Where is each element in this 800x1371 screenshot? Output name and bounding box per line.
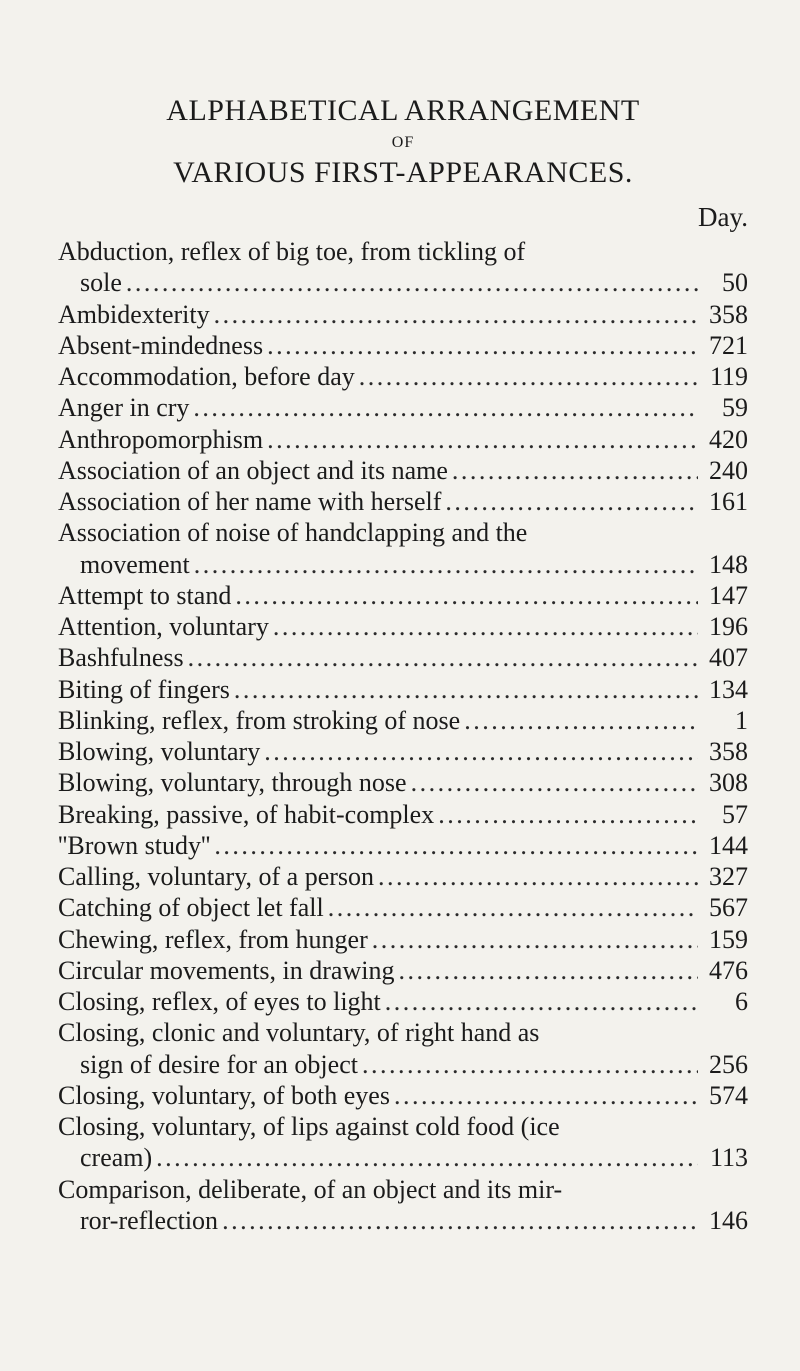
dot-leader [438, 799, 698, 830]
entry-day: 134 [709, 674, 748, 704]
entry-row [58, 330, 748, 361]
page-subtitle: VARIOUS FIRST-APPEARANCES. [173, 156, 633, 189]
dot-leader [464, 705, 698, 736]
entry-row [58, 955, 748, 986]
entry-text: Biting of fingers [58, 674, 230, 704]
entry-row [58, 892, 748, 923]
entry-text: Accommodation, before day [58, 362, 355, 391]
index-entry [58, 580, 748, 611]
entry-day: 308 [709, 768, 748, 798]
entry-day: 407 [709, 643, 748, 673]
entry-row [58, 924, 748, 955]
index-entry [58, 799, 748, 830]
entry-day: 1 [735, 705, 748, 735]
dot-leader [398, 955, 698, 986]
dot-leader [385, 986, 698, 1017]
entry-text: sole [80, 268, 122, 298]
entry-day: 146 [709, 1205, 748, 1235]
entry-day: 567 [709, 893, 748, 923]
entry-text: Bashfulness [58, 643, 184, 673]
index-entry [58, 1017, 748, 1080]
index-entry [58, 424, 748, 455]
entry-day: 144 [709, 830, 748, 860]
dot-leader [188, 642, 698, 673]
index-entry [58, 392, 748, 423]
entry-text: Attention, voluntary [58, 612, 269, 641]
index-entry [58, 924, 748, 955]
entry-row [58, 486, 748, 517]
entry-row [58, 361, 748, 392]
dot-leader [214, 830, 698, 861]
entry-day: 327 [709, 862, 748, 891]
entry-text: ror-reflection [80, 1205, 219, 1235]
entry-row [58, 799, 748, 830]
dot-leader [359, 361, 698, 392]
entry-text: movement [80, 549, 190, 579]
entry-text: Blowing, voluntary [58, 737, 261, 766]
entry-day: 721 [709, 330, 748, 360]
index-entry [58, 517, 748, 580]
index-entry [58, 455, 748, 486]
entry-text: Closing, voluntary, of lips against cold food (ice [58, 1112, 560, 1141]
entry-row [58, 392, 748, 423]
index-entry [58, 1174, 748, 1237]
entry-day: 57 [722, 799, 748, 829]
entry-text: Closing, reflex, of eyes to light [58, 987, 381, 1016]
entry-text: Chewing, reflex, from hunger [58, 924, 368, 954]
dot-leader [362, 1049, 698, 1080]
entry-row [58, 299, 748, 330]
entry-day: 256 [709, 1049, 748, 1079]
entry-text: Anger in cry [58, 393, 190, 423]
entry-day: 147 [709, 580, 748, 610]
dot-leader [156, 1142, 698, 1173]
index-entry [58, 611, 748, 642]
entry-day: 196 [709, 612, 748, 641]
entry-row [58, 549, 748, 580]
entry-day: 6 [735, 987, 748, 1016]
entry-day: 50 [722, 268, 748, 298]
dot-leader [235, 580, 698, 611]
entry-text: Abduction, reflex of big toe, from tickling of [58, 237, 526, 266]
dot-leader [378, 861, 698, 892]
index-entry [58, 955, 748, 986]
entry-row [58, 736, 748, 767]
dot-leader [222, 1205, 698, 1236]
index-entry [58, 892, 748, 923]
entry-row [58, 1049, 748, 1080]
entry-row [58, 1080, 748, 1111]
entry-text: Comparison, deliberate, of an object and its mir- [58, 1174, 563, 1204]
entry-day: 113 [709, 1143, 748, 1173]
dot-leader [194, 549, 698, 580]
entry-row [58, 986, 748, 1017]
index-entry [58, 830, 748, 861]
entry-text: Blowing, voluntary, through nose [58, 768, 407, 798]
entry-text: Ambidexterity [58, 299, 210, 329]
entry-day: 119 [709, 362, 748, 391]
entry-text: Calling, voluntary, of a person [58, 862, 375, 891]
entry-row [58, 267, 748, 298]
entry-row [58, 861, 748, 892]
index-entry [58, 674, 748, 705]
dot-leader [264, 736, 698, 767]
entry-day: 358 [709, 737, 748, 766]
dot-leader [452, 455, 698, 486]
index-entry [58, 861, 748, 892]
entry-day: 59 [722, 393, 748, 423]
dot-leader [411, 767, 698, 798]
index-entry [58, 486, 748, 517]
dot-leader [273, 611, 698, 642]
entry-text: Breaking, passive, of habit-complex [58, 799, 435, 829]
dot-leader [234, 674, 698, 705]
entry-day: 476 [709, 955, 748, 985]
index-entry [58, 299, 748, 330]
dot-leader [193, 392, 698, 423]
entry-text: Anthropomorphism [58, 424, 264, 454]
dot-leader [328, 892, 698, 923]
index-entry [58, 361, 748, 392]
dot-leader [394, 1080, 698, 1111]
index-entry [58, 986, 748, 1017]
entry-text: Association of an object and its name [58, 455, 448, 485]
entry-row [58, 1142, 748, 1173]
entry-text: Absent-mindedness [58, 330, 264, 360]
entry-row [58, 642, 748, 673]
entry-text: Circular movements, in drawing [58, 955, 395, 985]
entry-text: ''Brown study'' [58, 830, 211, 860]
entry-row [58, 580, 748, 611]
dot-leader [445, 486, 698, 517]
index-entry [58, 705, 748, 736]
index-entry [58, 1080, 748, 1111]
entry-day: 358 [709, 299, 748, 329]
entry-row [58, 455, 748, 486]
entry-text: sign of desire for an object [80, 1049, 358, 1079]
entry-day: 574 [709, 1080, 748, 1110]
index-entry [58, 1111, 748, 1174]
index-entry [58, 736, 748, 767]
dot-leader [267, 424, 698, 455]
index-entry [58, 330, 748, 361]
entry-row [58, 424, 748, 455]
entry-day: 420 [709, 424, 748, 454]
entry-day: 240 [709, 455, 748, 485]
entry-day: 161 [709, 487, 748, 516]
title-connector: OF [391, 134, 415, 151]
entry-text: cream) [80, 1143, 153, 1173]
entry-row [58, 830, 748, 861]
entry-text: Closing, clonic and voluntary, of right hand as [58, 1018, 540, 1048]
entry-text: Association of noise of handclapping and the [58, 518, 528, 548]
entry-text: Attempt to stand [58, 580, 232, 610]
page-title: ALPHABETICAL ARRANGEMENT [166, 94, 640, 127]
dot-leader [372, 924, 698, 955]
dot-leader [267, 330, 698, 361]
entry-row [58, 674, 748, 705]
entry-text: Blinking, reflex, from stroking of nose [58, 705, 461, 735]
entry-text: Association of her name with herself [58, 487, 442, 516]
index-entry [58, 236, 748, 299]
dot-leader [214, 299, 698, 330]
day-column-header: Day. [698, 202, 748, 232]
index-entry [58, 767, 748, 798]
entry-row [58, 705, 748, 736]
entry-row [58, 1205, 748, 1236]
index-page [58, 94, 748, 1236]
entry-list [58, 236, 748, 1236]
entry-day: 148 [709, 549, 748, 579]
entry-text: Catching of object let fall [58, 893, 324, 923]
entry-day: 159 [709, 924, 748, 954]
entry-row [58, 611, 748, 642]
dot-leader [126, 267, 698, 298]
entry-text: Closing, voluntary, of both eyes [58, 1080, 390, 1110]
entry-row [58, 767, 748, 798]
index-entry [58, 642, 748, 673]
